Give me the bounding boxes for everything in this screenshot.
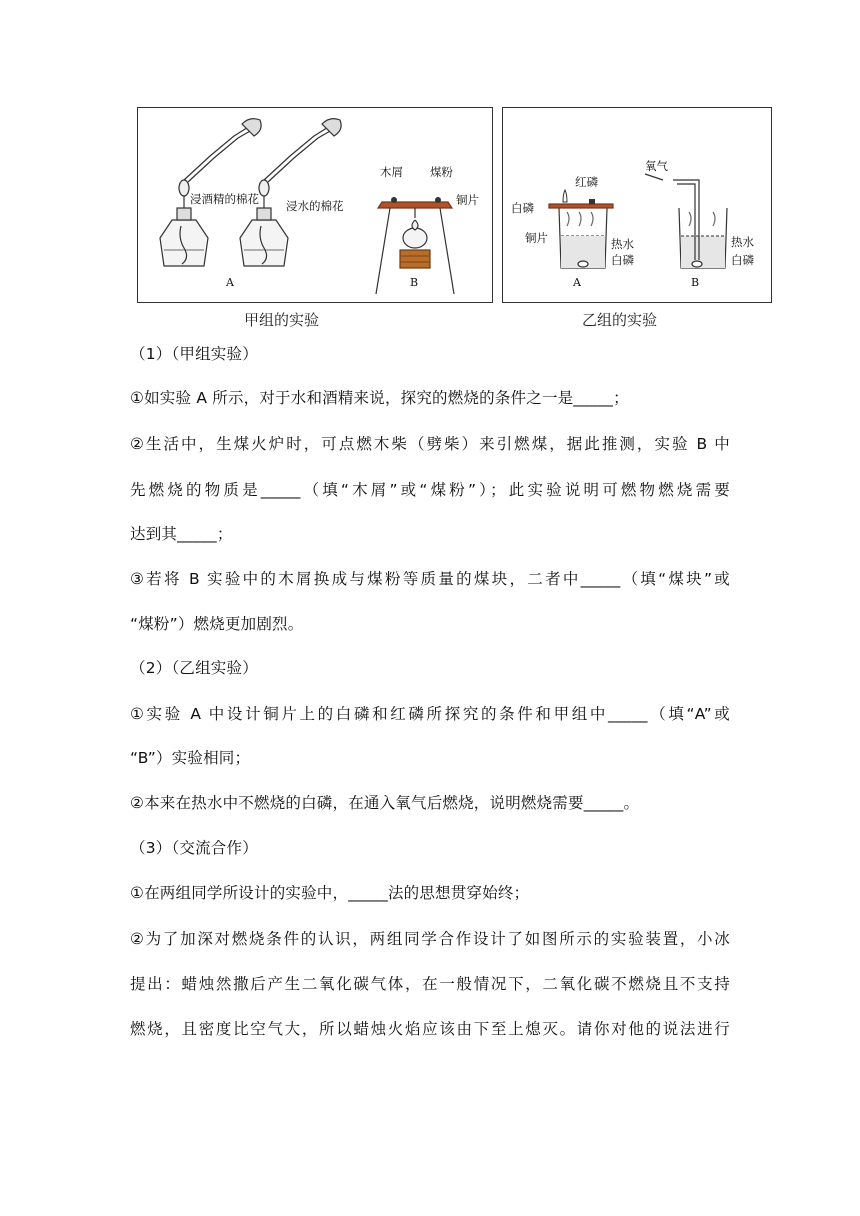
red-phosphorus-piece [589, 199, 595, 204]
figure-group-jia [137, 107, 493, 303]
label-wood-chips: 木屑 [380, 165, 403, 179]
label-water-cotton: 浸水的棉花 [286, 199, 344, 213]
caption-group-yi: 乙组的实验 [582, 311, 658, 329]
label-alcohol-cotton-1: 浸酒精的棉花 [190, 192, 259, 206]
label-apparatus-b: B [691, 276, 700, 289]
group-jia-apparatus-drawing [138, 108, 492, 302]
label-white-phosphorus-b: 白磷 [731, 253, 754, 267]
question-3-2-line-1: ②为了加深对燃烧条件的认识，两组同学合作设计了如图所示的实验装置，小冰 [130, 930, 730, 948]
section-3-heading: （3）（交流合作） [130, 839, 258, 857]
figure-group-yi [502, 107, 772, 303]
label-oxygen: 氧气 [645, 159, 668, 173]
question-2-1-line-2: “B”）实验相同； [130, 749, 251, 767]
question-3-1: ①在两组同学所设计的实验中，_____法的思想贯穿始终； [130, 884, 530, 902]
question-1-2-line-2: 先燃烧的物质是_____（填“木屑”或“煤粉”）；此实验说明可燃物燃烧需要 [130, 481, 730, 499]
section-2-heading: （2）（乙组实验） [130, 659, 258, 677]
label-apparatus-b: B [410, 276, 419, 289]
question-2-2: ②本来在热水中不燃烧的白磷，在通入氧气后燃烧，说明燃烧需要_____。 [130, 794, 640, 812]
question-1-2-line-3: 达到其_____； [130, 525, 233, 543]
question-1-2-line-1: ②生活中，生煤火炉时，可点燃木柴（劈柴）来引燃煤，据此推测，实验 B 中 [130, 435, 730, 453]
group-yi-apparatus-drawing [503, 108, 771, 302]
label-apparatus-a: A [226, 276, 234, 289]
section-1-heading: （1）（甲组实验） [130, 345, 258, 363]
label-copper-sheet: 铜片 [525, 231, 548, 245]
label-white-phosphorus-a: 白磷 [611, 253, 634, 267]
question-1-3-line-1: ③若将 B 实验中的木屑换成与煤粉等质量的煤块，二者中_____（填“煤块”或 [130, 570, 730, 588]
label-apparatus-a: A [573, 276, 581, 289]
coal-powder-pile [435, 197, 441, 203]
question-2-1-line-1: ①实验 A 中设计铜片上的白磷和红磷所探究的条件和甲组中_____（填“A”或 [130, 705, 730, 723]
label-red-phosphorus: 红磷 [575, 175, 598, 189]
label-hot-water-a: 热水 [611, 237, 634, 251]
white-phosphorus-flame [563, 190, 567, 202]
wood-chips-pile [391, 197, 397, 203]
label-white-phosphorus-top: 白磷 [511, 201, 534, 215]
question-1-1: ①如实验 A 所示，对于水和酒精来说，探究的燃烧的条件之一是_____； [130, 389, 629, 407]
question-3-2-line-2: 提出：蜡烛然撒后产生二氧化碳气体，在一般情况下，二氧化碳不燃烧且不支持 [130, 975, 730, 993]
label-hot-water-b: 热水 [731, 235, 754, 249]
caption-group-jia: 甲组的实验 [244, 311, 320, 329]
question-3-2-line-3: 燃烧，且密度比空气大，所以蜡烛火焰应该由下至上熄灭。请你对他的说法进行 [130, 1020, 730, 1038]
label-coal-powder: 煤粉 [430, 165, 453, 179]
question-1-3-line-2: “煤粉”）燃烧更加剧烈。 [130, 615, 304, 633]
label-copper-sheet: 铜片 [456, 193, 479, 207]
